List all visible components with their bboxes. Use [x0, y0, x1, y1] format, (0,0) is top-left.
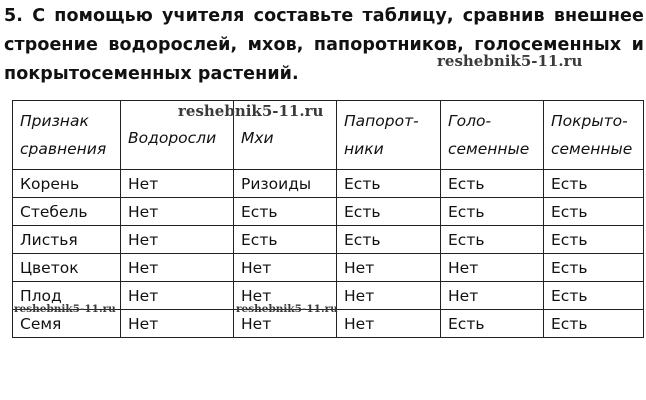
cell-algae: Нет [121, 254, 234, 282]
cell-algae: Нет [121, 226, 234, 254]
header-ferns: Папорот- ники [337, 101, 441, 170]
table-header-row [13, 101, 644, 170]
header-algae: Водоросли [121, 101, 234, 170]
cell-angiosperms: Есть [544, 170, 644, 198]
header-mosses: Мхи [234, 101, 337, 170]
table-row [13, 226, 644, 254]
cell-criterion: Листья [13, 226, 121, 254]
cell-ferns: Нет [337, 254, 441, 282]
header-criterion: Признак сравнения [13, 101, 121, 170]
cell-mosses: Ризоиды [234, 170, 337, 198]
cell-ferns: Есть [337, 198, 441, 226]
cell-mosses: Есть [234, 198, 337, 226]
cell-algae: Нет [121, 170, 234, 198]
cell-angiosperms: Есть [544, 310, 644, 338]
task-number: 5. [4, 6, 24, 26]
cell-mosses: Нет [234, 254, 337, 282]
watermark-bottom-mid: reshebnik5-11.ru [236, 303, 338, 315]
cell-criterion: Стебель [13, 198, 121, 226]
cell-gymnosperms: Нет [441, 282, 544, 310]
cell-mosses: Нет [234, 310, 337, 338]
cell-angiosperms: Есть [544, 254, 644, 282]
cell-ferns: Нет [337, 282, 441, 310]
watermark-header: reshebnik5-11.ru [178, 102, 324, 120]
cell-algae: Нет [121, 282, 234, 310]
table-row [13, 198, 644, 226]
table-row [13, 170, 644, 198]
watermark-top-right: reshebnik5-11.ru [437, 52, 583, 70]
cell-algae: Нет [121, 198, 234, 226]
table-row [13, 254, 644, 282]
header-angiosperms: Покрыто- семенные [544, 101, 644, 170]
cell-mosses: Нет [234, 282, 337, 310]
cell-angiosperms: Есть [544, 198, 644, 226]
cell-criterion: Цветок [13, 254, 121, 282]
cell-ferns: Нет [337, 310, 441, 338]
cell-gymnosperms: Есть [441, 310, 544, 338]
cell-ferns: Есть [337, 226, 441, 254]
cell-criterion: Плод [13, 282, 121, 310]
cell-mosses: Есть [234, 226, 337, 254]
cell-gymnosperms: Есть [441, 226, 544, 254]
watermark-bottom-left: reshebnik5-11.ru [14, 303, 116, 315]
cell-ferns: Есть [337, 170, 441, 198]
cell-algae: Нет [121, 310, 234, 338]
cell-angiosperms: Есть [544, 282, 644, 310]
cell-gymnosperms: Нет [441, 254, 544, 282]
task-text [4, 2, 644, 89]
task-statement: С помощью учителя составьте таблицу, сравнив внешнее строение водорослей, мхов, папоротников, голосеменных и покрытосеменных растений. [4, 6, 644, 84]
cell-gymnosperms: Есть [441, 170, 544, 198]
header-gymnosperms: Голо- семенные [441, 101, 544, 170]
cell-angiosperms: Есть [544, 226, 644, 254]
cell-gymnosperms: Есть [441, 198, 544, 226]
cell-criterion: Семя [13, 310, 121, 338]
cell-criterion: Корень [13, 170, 121, 198]
